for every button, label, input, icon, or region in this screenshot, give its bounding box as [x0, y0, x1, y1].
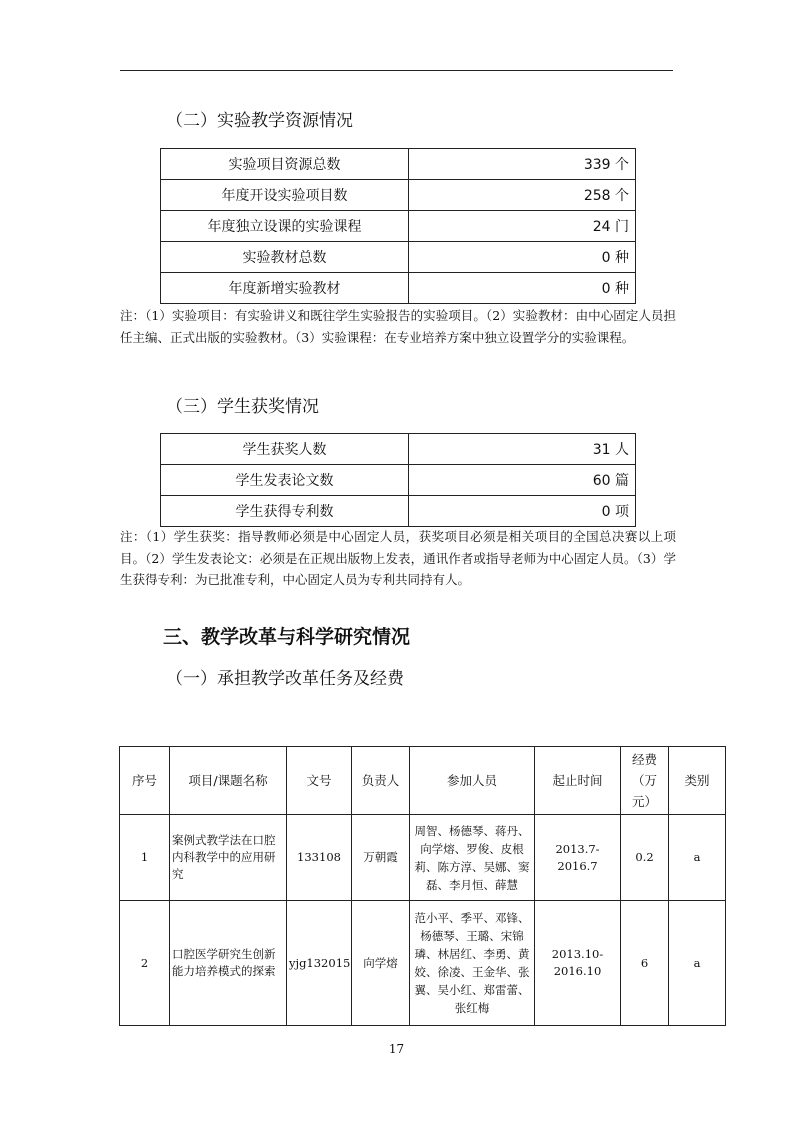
project-funding: 0.2	[621, 815, 669, 901]
resources-table	[160, 148, 636, 304]
resource-label: 年度新增实验教材	[161, 273, 409, 304]
col-header-leader: 负责人	[352, 747, 410, 815]
col-header-doc: 文号	[287, 747, 352, 815]
award-label: 学生获奖人数	[161, 434, 409, 465]
resource-row	[161, 211, 636, 242]
awards-note: 注：（1）学生获奖：指导教师必须是中心固定人员，获奖项目必须是相关项目的全国总决赛以上项目。（2）学生发表论文：必须是在正规出版物上发表，通讯作者或指导老师为中心固定人员。（3）学生获得专利：为已批准专利，中心固定人员为专利共同持有人。	[120, 529, 676, 587]
header-rule	[120, 70, 673, 71]
project-name: 口腔医学研究生创新能力培养模式的探索	[170, 901, 287, 1026]
resource-row	[161, 242, 636, 273]
section-title-reform: （一）承担教学改革任务及经费	[166, 669, 404, 689]
award-label: 学生获得专利数	[161, 496, 409, 527]
project-no: 1	[120, 815, 170, 901]
resource-label: 年度独立设课的实验课程	[161, 211, 409, 242]
resource-row	[161, 180, 636, 211]
project-period: 2013.7-2016.7	[535, 815, 621, 901]
resource-value: 0 种	[409, 242, 636, 273]
table-row	[120, 815, 726, 901]
table-header-row	[120, 747, 726, 815]
project-leader: 向学熔	[352, 901, 410, 1026]
project-doc-number: 133108	[287, 815, 352, 901]
col-header-funding: 经费（万元）	[621, 747, 669, 815]
resource-label: 年度开设实验项目数	[161, 180, 409, 211]
project-name: 案例式教学法在口腔内科教学中的应用研究	[170, 815, 287, 901]
project-no: 2	[120, 901, 170, 1026]
page-number: 17	[388, 1042, 405, 1056]
project-members: 范小平、季平、邓锋、杨德琴、王璐、宋锦璘、林居红、李勇、黄姣、徐凌、王金华、张翼、吴小红、郑雷蕾、张红梅	[410, 901, 535, 1026]
resource-value: 0 种	[409, 273, 636, 304]
col-header-no: 序号	[120, 747, 170, 815]
project-period: 2013.10-2016.10	[535, 901, 621, 1026]
awards-table	[160, 433, 636, 527]
award-row	[161, 496, 636, 527]
award-value: 60 篇	[409, 465, 636, 496]
project-category: a	[669, 901, 726, 1026]
resource-value: 258 个	[409, 180, 636, 211]
award-value: 0 项	[409, 496, 636, 527]
col-header-category: 类别	[669, 747, 726, 815]
resources-note: 注：（1）实验项目：有实验讲义和既往学生实验报告的实验项目。（2）实验教材：由中心固定人员担任主编、正式出版的实验教材。（3）实验课程：在专业培养方案中独立设置学分的实验课程。	[120, 308, 676, 345]
award-value: 31 人	[409, 434, 636, 465]
resource-value: 339 个	[409, 149, 636, 180]
project-members: 周智、杨德琴、蒋丹、向学熔、罗俊、皮根莉、陈方淳、吴娜、窦磊、李月恒、薛慧	[410, 815, 535, 901]
award-row	[161, 434, 636, 465]
section-title-awards: （三）学生获奖情况	[166, 397, 319, 417]
resource-row	[161, 273, 636, 304]
award-label: 学生发表论文数	[161, 465, 409, 496]
resource-row	[161, 149, 636, 180]
col-header-members: 参加人员	[410, 747, 535, 815]
award-row	[161, 465, 636, 496]
project-doc-number: yjg132015	[287, 901, 352, 1026]
section-title-resources: （二）实验教学资源情况	[166, 111, 353, 131]
table-row	[120, 901, 726, 1026]
reform-projects-table	[119, 746, 726, 1026]
project-leader: 万朝霞	[352, 815, 410, 901]
chapter-title: 三、教学改革与科学研究情况	[163, 626, 411, 648]
col-header-period: 起止时间	[535, 747, 621, 815]
col-header-name: 项目/课题名称	[170, 747, 287, 815]
resource-label: 实验项目资源总数	[161, 149, 409, 180]
project-category: a	[669, 815, 726, 901]
project-funding: 6	[621, 901, 669, 1026]
resource-value: 24 门	[409, 211, 636, 242]
resource-label: 实验教材总数	[161, 242, 409, 273]
